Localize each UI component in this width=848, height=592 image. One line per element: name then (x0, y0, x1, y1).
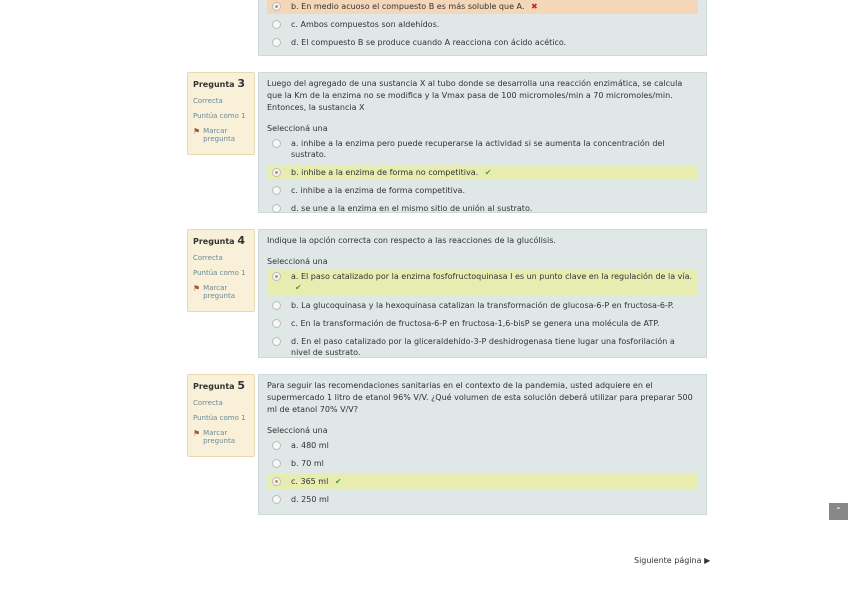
q4-option-c[interactable] (267, 316, 698, 331)
question-status: Correcta (193, 97, 223, 105)
option-text: a. inhibe a la enzima pero puede recuperarse la actividad si se aumenta la concentración del sustrato. (291, 139, 665, 159)
check-icon: ✔ (334, 477, 342, 486)
option-text: c. Ambos compuestos son aldehídos. (291, 20, 440, 29)
question-number: Pregunta 4 (193, 234, 246, 247)
flag-label: Marcar pregunta (203, 429, 235, 445)
flag-question-link[interactable] (193, 127, 249, 143)
radio-button[interactable] (272, 459, 281, 468)
answer-prompt: Seleccioná una (267, 124, 328, 133)
option-text: c. 365 ml (291, 477, 329, 486)
question-score: Puntúa como 1 (193, 112, 246, 120)
cross-icon: ✖ (530, 2, 538, 11)
radio-button[interactable] (272, 139, 281, 148)
question-status: Correcta (193, 254, 223, 262)
question-4-info (187, 229, 255, 312)
q4-option-d[interactable] (267, 334, 698, 360)
q3-option-d[interactable] (267, 201, 698, 216)
next-page-link[interactable] (634, 556, 710, 565)
q4-option-a[interactable] (267, 269, 698, 295)
flag-label: Marcar pregunta (203, 127, 235, 143)
question-number: Pregunta 3 (193, 77, 246, 90)
radio-button[interactable] (272, 38, 281, 47)
radio-button[interactable] (272, 272, 281, 281)
question-number: Pregunta 5 (193, 379, 246, 392)
flag-icon: ⚑ (193, 429, 201, 438)
check-icon: ✔ (484, 168, 492, 177)
question-4-box (258, 229, 707, 358)
q2-option-b[interactable] (267, 0, 698, 14)
scroll-to-top-button[interactable] (829, 503, 848, 520)
option-text: c. inhibe a la enzima de forma competitiva. (291, 186, 466, 195)
option-text: d. 250 ml (291, 495, 329, 504)
question-text: Indique la opción correcta con respecto a las reacciones de la glucólisis. (267, 236, 556, 245)
question-score: Puntúa como 1 (193, 269, 246, 277)
radio-button[interactable] (272, 2, 281, 11)
answer-prompt: Seleccioná una (267, 426, 328, 435)
option-text: b. inhibe a la enzima de forma no competitiva. (291, 168, 479, 177)
q5-option-c[interactable] (267, 474, 698, 489)
q5-option-d[interactable] (267, 492, 698, 507)
radio-button[interactable] (272, 168, 281, 177)
option-text: b. La glucoquinasa y la hexoquinasa catalizan la transformación de glucosa-6-P en fructosa-6-P. (291, 301, 674, 310)
chevron-up-icon: ⌃ (835, 506, 842, 515)
option-text: d. El compuesto B se produce cuando A reacciona con ácido acético. (291, 38, 567, 47)
option-text: d. En el paso catalizado por la gliceraldehído-3-P deshidrogenasa tiene lugar una fosforilación a nivel de sustrato. (291, 337, 675, 357)
question-3-box (258, 72, 707, 213)
option-text: c. En la transformación de fructosa-6-P en fructosa-1,6-bisP se genera una molécula de ATP. (291, 319, 660, 328)
radio-button[interactable] (272, 301, 281, 310)
flag-icon: ⚑ (193, 284, 201, 293)
option-text: a. El paso catalizado por la enzima fosfofructoquinasa I es un punto clave en la regulación de la vía. (291, 272, 693, 281)
next-page-label: Siguiente página (634, 556, 702, 565)
option-text: d. se une a la enzima en el mismo sitio de unión al sustrato. (291, 204, 533, 213)
option-text: b. En medio acuoso el compuesto B es más soluble que A. (291, 2, 525, 11)
radio-button[interactable] (272, 319, 281, 328)
option-text: a. 480 ml (291, 441, 329, 450)
question-5-box (258, 374, 707, 515)
radio-button[interactable] (272, 495, 281, 504)
option-text: b. 70 ml (291, 459, 324, 468)
question-score: Puntúa como 1 (193, 414, 246, 422)
q4-option-b[interactable] (267, 298, 698, 313)
play-arrow-icon: ▶ (704, 556, 711, 565)
radio-button[interactable] (272, 20, 281, 29)
question-2-box (258, 0, 707, 56)
q5-option-a[interactable] (267, 438, 698, 453)
question-status: Correcta (193, 399, 223, 407)
radio-button[interactable] (272, 477, 281, 486)
q5-option-b[interactable] (267, 456, 698, 471)
flag-label: Marcar pregunta (203, 284, 235, 300)
question-text: Luego del agregado de una sustancia X al tubo donde se desarrolla una reacción enzimática, se calcula que la Km de la enzima no se modifica y la Vmax pasa de 100 micromoles/min a 70 micromoles/min. Entonces, la sustancia X (267, 79, 683, 112)
flag-question-link[interactable] (193, 284, 249, 300)
flag-question-link[interactable] (193, 429, 249, 445)
radio-button[interactable] (272, 204, 281, 213)
question-5-info (187, 374, 255, 457)
flag-icon: ⚑ (193, 127, 201, 136)
answer-prompt: Seleccioná una (267, 257, 328, 266)
q2-option-d[interactable] (267, 35, 698, 50)
question-3-info (187, 72, 255, 155)
q3-option-c[interactable] (267, 183, 698, 198)
check-icon: ✔ (295, 283, 302, 292)
radio-button[interactable] (272, 441, 281, 450)
q3-option-b[interactable] (267, 165, 698, 180)
q2-option-c[interactable] (267, 17, 698, 32)
q3-option-a[interactable] (267, 136, 698, 162)
question-text: Para seguir las recomendaciones sanitarias en el contexto de la pandemia, usted adquiere en el supermercado 1 litro de etanol 96% V/V. ¿Qué volumen de esta solución deberá utilizar para preparar 500 ml de etanol 70% V/V? (267, 381, 693, 414)
radio-button[interactable] (272, 186, 281, 195)
radio-button[interactable] (272, 337, 281, 346)
